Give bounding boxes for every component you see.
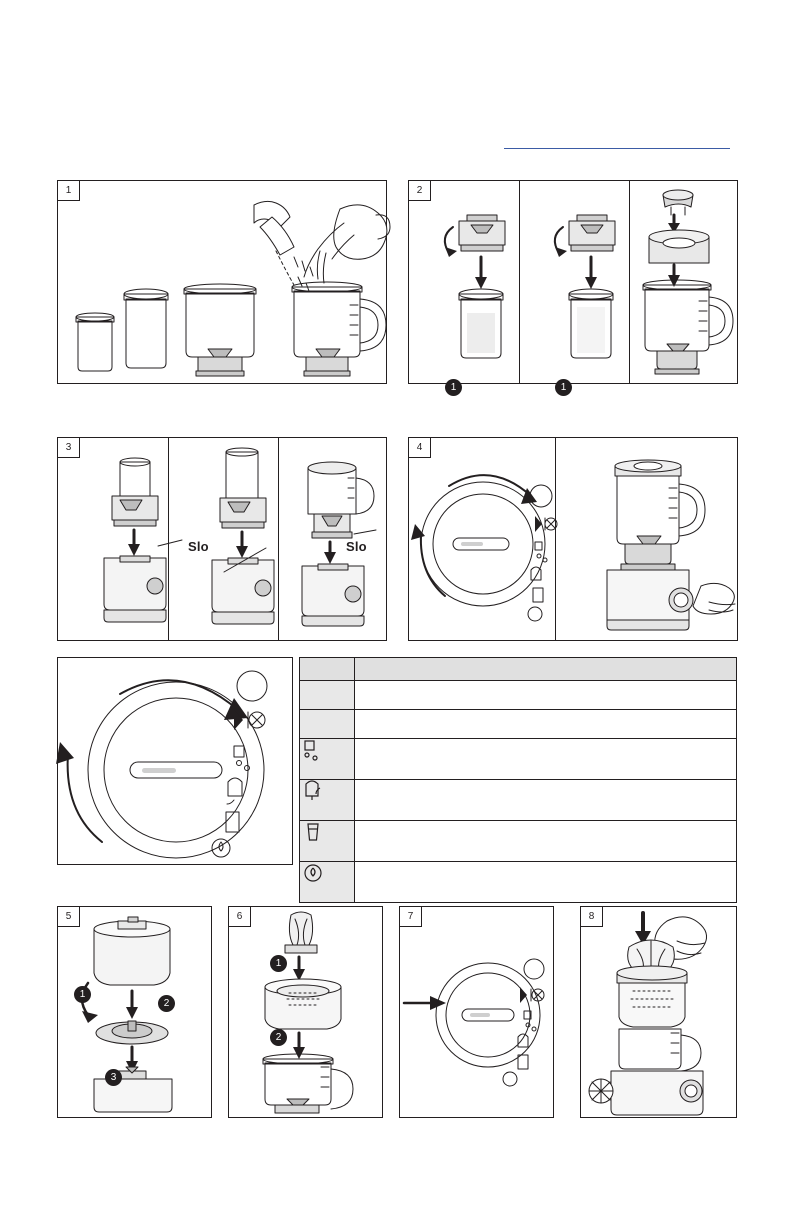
settings-row-5-text xyxy=(355,821,737,862)
panel-3-slo-label-2: Slo xyxy=(346,539,367,554)
panel-5-step-number: 5 xyxy=(58,907,80,927)
table-row xyxy=(300,710,737,739)
settings-row-3-text xyxy=(355,739,737,780)
panel-2-badge-3: 1 xyxy=(555,379,572,396)
settings-row-2-text xyxy=(355,710,737,739)
header-rule xyxy=(504,148,730,149)
panel-5-badge-3: 3 xyxy=(105,1069,122,1086)
panel-1 xyxy=(57,180,387,384)
settings-table xyxy=(299,657,737,903)
panel-1-step-number: 1 xyxy=(58,181,80,201)
pulse-icon xyxy=(300,739,326,761)
panel-4-illustration xyxy=(409,438,739,642)
panel-2-illustration xyxy=(409,181,739,385)
panel-7 xyxy=(399,906,554,1118)
dial-legend-panel xyxy=(57,657,293,865)
panel-8-step-number: 8 xyxy=(581,907,603,927)
panel-3-step-number: 3 xyxy=(58,438,80,458)
settings-row-6-icon xyxy=(300,862,355,903)
settings-table-header-icon-cell xyxy=(300,658,355,681)
panel-4 xyxy=(408,437,738,641)
table-row xyxy=(300,862,737,903)
settings-row-3-icon xyxy=(300,739,355,780)
panel-5-illustration xyxy=(58,907,213,1119)
table-row xyxy=(300,780,737,821)
panel-4-step-number: 4 xyxy=(409,438,431,458)
panel-6-badge-2: 2 xyxy=(270,1029,287,1046)
panel-7-illustration xyxy=(400,907,555,1119)
panel-5-badge-1: 1 xyxy=(74,986,91,1003)
panel-7-step-number: 7 xyxy=(400,907,422,927)
panel-2-badge-1: 1 xyxy=(445,379,462,396)
settings-row-2-icon xyxy=(300,710,355,739)
settings-row-6-text xyxy=(355,862,737,903)
panel-6-illustration xyxy=(229,907,384,1119)
settings-row-1-icon xyxy=(300,681,355,710)
settings-row-4-text xyxy=(355,780,737,821)
juice-icon xyxy=(300,862,326,884)
panel-8-illustration xyxy=(581,907,738,1119)
table-row xyxy=(300,821,737,862)
settings-row-1-text xyxy=(355,681,737,710)
settings-row-4-icon xyxy=(300,780,355,821)
panel-3-illustration xyxy=(58,438,388,642)
panel-2-step-number: 2 xyxy=(409,181,431,201)
panel-3 xyxy=(57,437,387,641)
panel-1-illustration xyxy=(58,181,388,385)
panel-6 xyxy=(228,906,383,1118)
panel-3-slo-label-1: Slo xyxy=(188,539,209,554)
dial-illustration xyxy=(58,658,294,866)
panel-6-badge-1: 1 xyxy=(270,955,287,972)
table-row xyxy=(300,739,737,780)
settings-table-header-text-cell xyxy=(355,658,737,681)
panel-5 xyxy=(57,906,212,1118)
settings-table-header-row xyxy=(300,658,737,681)
glass-icon xyxy=(300,821,326,843)
smoothie-icon xyxy=(300,780,326,802)
panel-5-badge-2: 2 xyxy=(158,995,175,1012)
panel-6-step-number: 6 xyxy=(229,907,251,927)
panel-8 xyxy=(580,906,737,1118)
settings-row-5-icon xyxy=(300,821,355,862)
panel-2 xyxy=(408,180,738,393)
table-row xyxy=(300,681,737,710)
